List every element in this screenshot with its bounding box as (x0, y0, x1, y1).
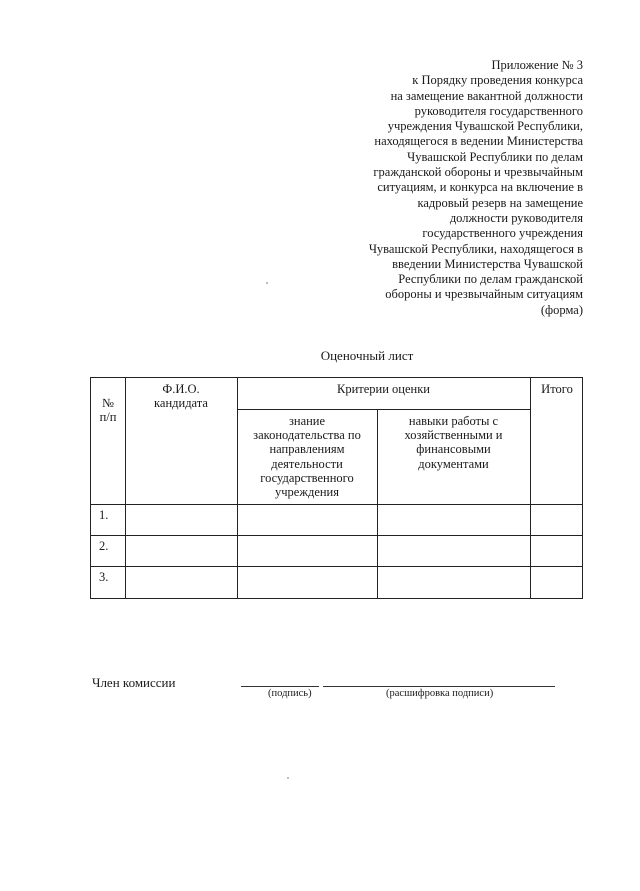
table-divider (125, 378, 126, 598)
header-line: (форма) (540, 302, 583, 317)
scan-speck (266, 282, 268, 284)
scan-speck (287, 777, 289, 779)
header-line: введении Министерства Чувашской (392, 256, 583, 271)
evaluation-table (90, 377, 583, 599)
header-line: Чувашской Республики по делам (407, 149, 583, 164)
decoding-hint: (расшифровка подписи) (386, 688, 494, 699)
signature-hint: (подпись) (268, 688, 312, 699)
name-decoding-line (323, 686, 555, 687)
header-number: № п/п (99, 396, 117, 425)
header-line: Чувашской Республики, находящегося в (368, 241, 583, 256)
header-line: обороны и чрезвычайным ситуациям (385, 287, 583, 302)
table-divider (91, 566, 582, 567)
signature-line (241, 686, 319, 687)
appendix-header (283, 58, 583, 318)
header-line: руководителя государственного (414, 103, 583, 118)
table-divider (530, 378, 531, 598)
page-title (0, 348, 640, 364)
row-number: 3. (99, 570, 109, 584)
header-line: находящегося в ведении Министерства (374, 134, 583, 149)
header-line: Приложение № 3 (491, 58, 583, 72)
header-criterion-law-knowledge: знание законодательства по направлениям деятельности государственного учреждения (253, 414, 361, 500)
header-criteria: Критерии оценки (337, 382, 430, 396)
row-number: 2. (99, 539, 109, 553)
header-line: кадровый резерв на замещение (417, 195, 583, 210)
header-full-name: Ф.И.О. кандидата (154, 382, 208, 411)
table-divider (237, 409, 530, 410)
title-text: Оценочный лист (320, 348, 414, 363)
header-total: Итого (541, 382, 573, 396)
header-line: Республики по делам гражданской (398, 272, 583, 287)
commission-member-label: Член комиссии (92, 675, 176, 690)
header-line: государственного учреждения (422, 226, 583, 241)
header-line: должности руководителя (449, 210, 583, 225)
table-divider (91, 504, 582, 505)
header-criterion-document-skills: навыки работы с хозяйственными и финансовыми документами (404, 414, 503, 471)
header-line: ситуациям, и конкурса на включение в (377, 180, 583, 195)
header-line: к Порядку проведения конкурса (412, 73, 583, 88)
header-line: на замещение вакантной должности (390, 88, 583, 103)
table-divider (91, 535, 582, 536)
header-line: гражданской обороны и чрезвычайным (373, 165, 583, 180)
header-line: учреждения Чувашской Республики, (387, 119, 583, 134)
row-number: 1. (99, 508, 109, 522)
